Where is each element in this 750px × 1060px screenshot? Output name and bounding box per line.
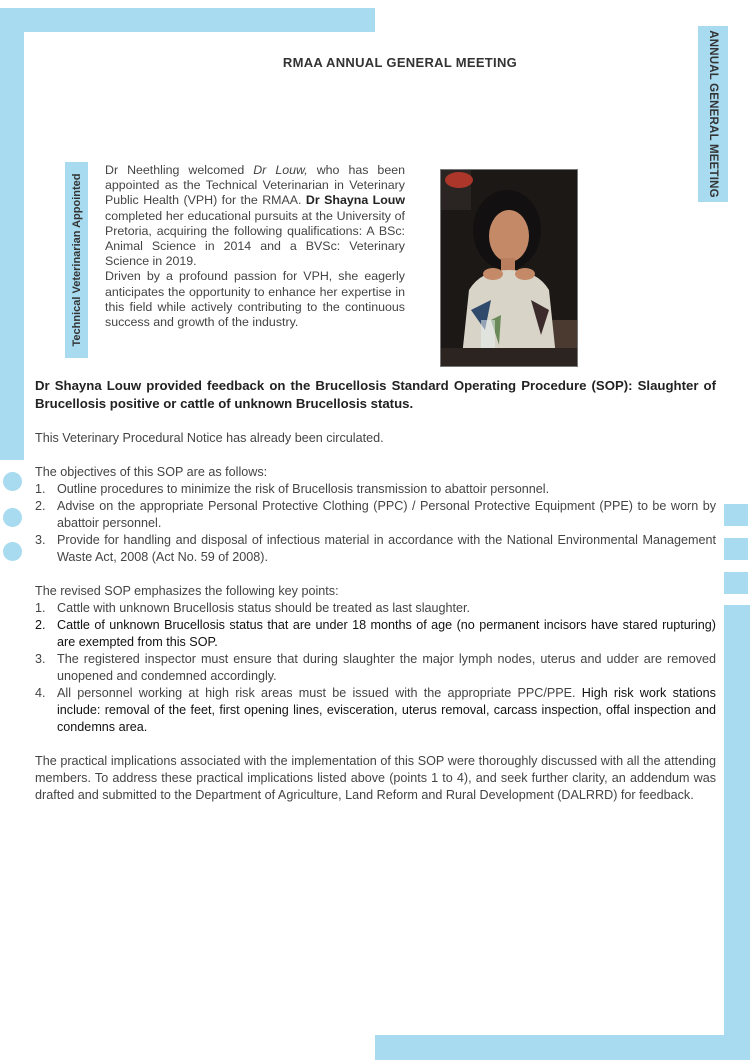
decor-dot xyxy=(3,542,22,561)
decor-dot xyxy=(3,508,22,527)
page-header: RMAA ANNUAL GENERAL MEETING xyxy=(282,55,518,70)
frame-left-bar xyxy=(0,8,24,460)
decor-square xyxy=(724,538,748,560)
list-item-text: Outline procedures to minimize the risk of Brucellosis transmission to abattoir personnel. xyxy=(57,482,550,496)
decor-square xyxy=(724,572,748,594)
list-item-text: Cattle with unknown Brucellosis status should be treated as last slaughter. xyxy=(57,601,471,615)
portrait-photo xyxy=(440,169,578,367)
list-number: 3. xyxy=(35,533,46,547)
list-number: 2. xyxy=(35,499,46,513)
list-number: 1. xyxy=(35,601,46,615)
decor-dot xyxy=(3,472,22,491)
section-tab-label: Technical Veterinarian Appointed xyxy=(70,173,83,347)
intro-text-c: completed her educational pursuits at the University of Pretoria, acquiring the following qualifications: A BSc: Animal Science in 2014 and a BVSc: Veterinary Science in 2019. xyxy=(105,208,405,269)
list-item xyxy=(35,617,716,651)
list-item-text: Provide for handling and disposal of infectious material in accordance with the National Environmental Management Waste Act, 2008 (Act No. 59 of 2008). xyxy=(57,533,716,564)
list-number: 1. xyxy=(35,482,46,496)
list-item-text: Cattle of unknown Brucellosis status that are under 18 months of age (no permanent incisors have stared rupturing) are exempted from this SOP. xyxy=(57,618,716,649)
intro-name: Dr Louw, xyxy=(253,163,308,177)
main-content xyxy=(35,377,716,804)
objectives-list xyxy=(35,481,716,566)
list-item xyxy=(35,481,716,498)
list-item-text-emphasis: High risk work stations include: removal of the feet, first opening lines, evisceration, uterus removal, carcass inspection, offal inspection and condemns area. xyxy=(57,686,716,734)
key-points-list xyxy=(35,600,716,736)
list-item xyxy=(35,600,716,617)
frame-top-bar xyxy=(0,8,375,32)
portrait-illustration xyxy=(441,170,577,366)
side-tab-label: ANNUAL GENERAL MEETING xyxy=(707,30,719,198)
conclusion-paragraph: The practical implications associated with the implementation of this SOP were thoroughly discussed with all the attending members. To address these practical implications listed above (points 1 to 4), and seek further clarity, an addendum was drafted and submitted to the Department of Agriculture, Land Reform and Rural Development (DALRRD) for feedback. xyxy=(35,754,716,802)
intro-text xyxy=(105,163,405,330)
section-tab xyxy=(65,162,88,358)
list-item xyxy=(35,651,716,685)
list-number: 2. xyxy=(35,618,46,632)
key-points-intro: The revised SOP emphasizes the following key points: xyxy=(35,584,339,598)
list-item xyxy=(35,685,716,736)
intro-text-a: Dr Neethling welcomed xyxy=(105,163,254,177)
list-number: 4. xyxy=(35,686,46,700)
list-number: 3. xyxy=(35,652,46,666)
objectives-intro: The objectives of this SOP are as follows: xyxy=(35,465,268,479)
list-item xyxy=(35,532,716,566)
list-item-text: All personnel working at high risk areas must be issued with the appropriate PPC/PPE. xyxy=(57,686,582,700)
list-item-text: The registered inspector must ensure that during slaughter the major lymph nodes, uterus and udder are removed unopened and condemned accordingly. xyxy=(57,652,716,683)
intro-paragraph-1 xyxy=(105,163,405,269)
circulated-note: This Veterinary Procedural Notice has already been circulated. xyxy=(35,431,384,445)
frame-bottom-bar xyxy=(375,1035,750,1060)
side-tab xyxy=(698,26,728,202)
list-item-text: Advise on the appropriate Personal Protective Clothing (PPC) / Personal Protective Equipment (PPE) to be worn by abattoir personnel. xyxy=(57,499,716,530)
intro-bold-name: Dr Shayna Louw xyxy=(305,193,406,208)
frame-right-bar xyxy=(724,605,750,1060)
decor-square xyxy=(724,504,748,526)
feedback-heading: Dr Shayna Louw provided feedback on the Brucellosis Standard Operating Procedure (SOP): Slaughter of Brucellosis positive or cattle of unknown Brucellosis status. xyxy=(35,378,716,411)
intro-paragraph-2: Driven by a profound passion for VPH, she eagerly anticipates the opportunity to enhance her expertise in this field while actively contributing to the continuous success and growth of the industry. xyxy=(105,269,405,330)
intro-text-b: who has been appointed as the Technical Veterinarian in Veterinary Public Health (VPH) for the RMAA. xyxy=(105,163,405,208)
list-item xyxy=(35,498,716,532)
